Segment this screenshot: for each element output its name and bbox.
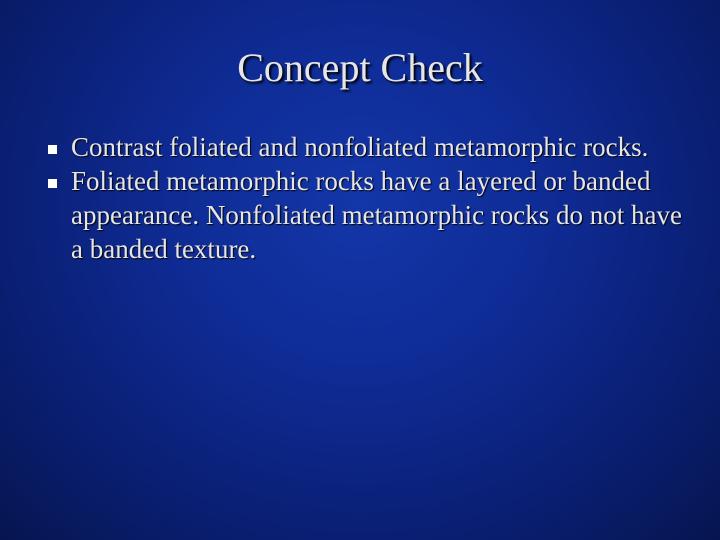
square-bullet-icon xyxy=(48,145,57,154)
bullet-item xyxy=(56,164,696,266)
bullet-list xyxy=(56,130,696,266)
bullet-item xyxy=(56,130,696,164)
bullet-text: Foliated metamorphic rocks have a layered or banded appearance. Nonfoliated metamorphic rocks do not have a banded texture. xyxy=(71,166,683,264)
bullet-text: Contrast foliated and nonfoliated metamorphic rocks. xyxy=(71,132,649,162)
slide-title: Concept Check xyxy=(237,45,483,90)
square-bullet-icon xyxy=(48,179,57,188)
